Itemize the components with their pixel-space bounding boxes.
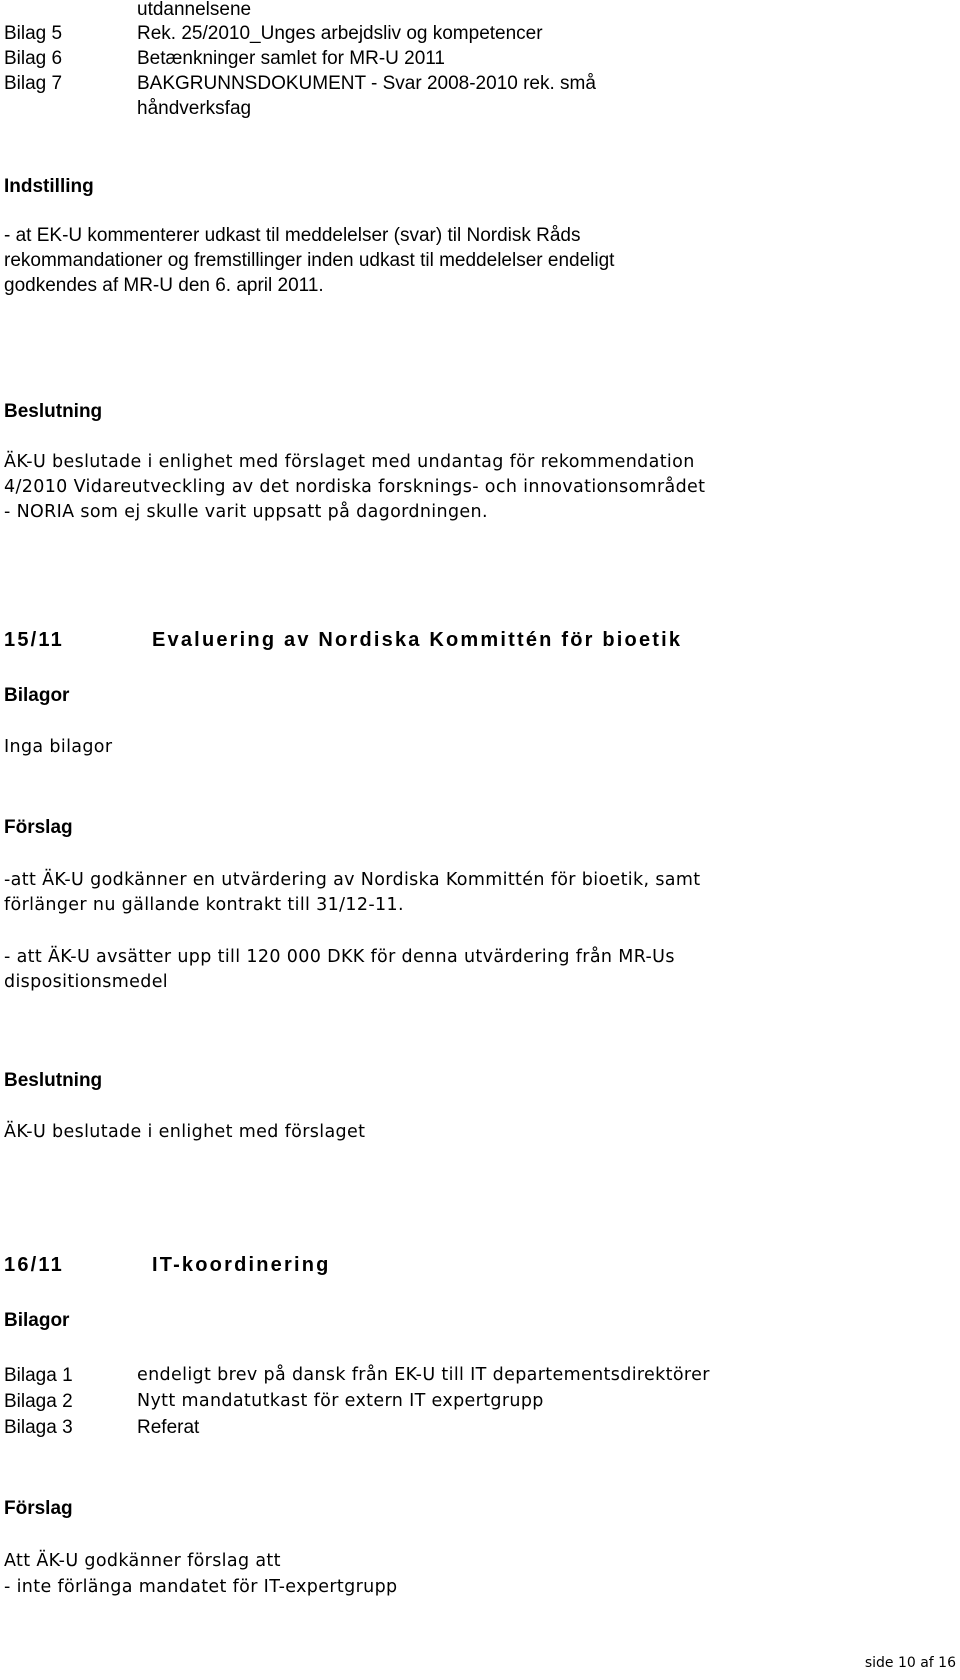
paragraph-line: förlänger nu gällande kontrakt till 31/12-11. (4, 895, 404, 915)
paragraph-line: dispositionsmedel (4, 972, 169, 992)
bilaga-title: endeligt brev på dansk från EK-U till IT departementsdirektörer (137, 1365, 710, 1385)
item-number: 15/11 (4, 629, 64, 651)
paragraph-line: -att ÄK-U godkänner en utvärdering av Nordiska Kommittén för bioetik, samt (4, 870, 701, 890)
item-title: IT-koordinering (152, 1254, 331, 1276)
section-heading-forslag: Förslag (4, 1498, 73, 1519)
attachment-number: Bilag 5 (4, 23, 63, 44)
bilaga-number: Bilaga 3 (4, 1417, 73, 1438)
attachment-title: Betænkninger samlet for MR-U 2011 (137, 48, 445, 69)
bilaga-title: Nytt mandatutkast för extern IT expertgrupp (137, 1391, 544, 1411)
paragraph-line: rekommandationer og fremstillinger inden udkast til meddelelser endeligt (4, 250, 615, 271)
paragraph-line: godkendes af MR-U den 6. april 2011. (4, 275, 324, 296)
paragraph-line: - att ÄK-U avsätter upp till 120 000 DKK för denna utvärdering från MR-Us (4, 947, 675, 967)
attachment-title: BAKGRUNNSDOKUMENT - Svar 2008-2010 rek. små (137, 73, 596, 94)
item-number: 16/11 (4, 1254, 64, 1276)
bilaga-number: Bilaga 2 (4, 1391, 73, 1412)
section-heading-beslutning: Beslutning (4, 401, 103, 422)
attachment-title: Rek. 25/2010_Unges arbejdsliv og kompetencer (137, 23, 543, 44)
bilaga-number: Bilaga 1 (4, 1365, 73, 1386)
page-number: side 10 af 16 (864, 1655, 956, 1671)
attachment-title-continued: håndverksfag (137, 98, 252, 119)
section-heading-beslutning: Beslutning (4, 1070, 103, 1091)
item-title: Evaluering av Nordiska Kommittén för bioetik (152, 629, 683, 651)
paragraph-line: ÄK-U beslutade i enlighet med förslaget (4, 1122, 366, 1142)
section-heading-forslag: Förslag (4, 817, 73, 838)
attachment-number: Bilag 6 (4, 48, 63, 69)
bilaga-title: Referat (137, 1417, 200, 1438)
paragraph-line: 4/2010 Vidareutveckling av det nordiska forsknings- och innovationsområdet (4, 477, 706, 497)
section-heading-indstilling: Indstilling (4, 176, 94, 197)
section-heading-bilagor: Bilagor (4, 1310, 70, 1331)
paragraph-line: - inte förlänga mandatet för IT-expertgrupp (4, 1577, 398, 1597)
paragraph-line: - at EK-U kommenterer udkast til meddelelser (svar) til Nordisk Råds (4, 225, 581, 246)
paragraph-line: Att ÄK-U godkänner förslag att (4, 1551, 281, 1571)
attachment-number: Bilag 7 (4, 73, 63, 94)
bilagor-text: Inga bilagor (4, 737, 113, 757)
paragraph-line: ÄK-U beslutade i enlighet med förslaget med undantag för rekommendation (4, 452, 695, 472)
paragraph-line: - NORIA som ej skulle varit uppsatt på dagordningen. (4, 502, 488, 522)
attachment-continuation: utdannelsene (137, 0, 252, 20)
section-heading-bilagor: Bilagor (4, 685, 70, 706)
